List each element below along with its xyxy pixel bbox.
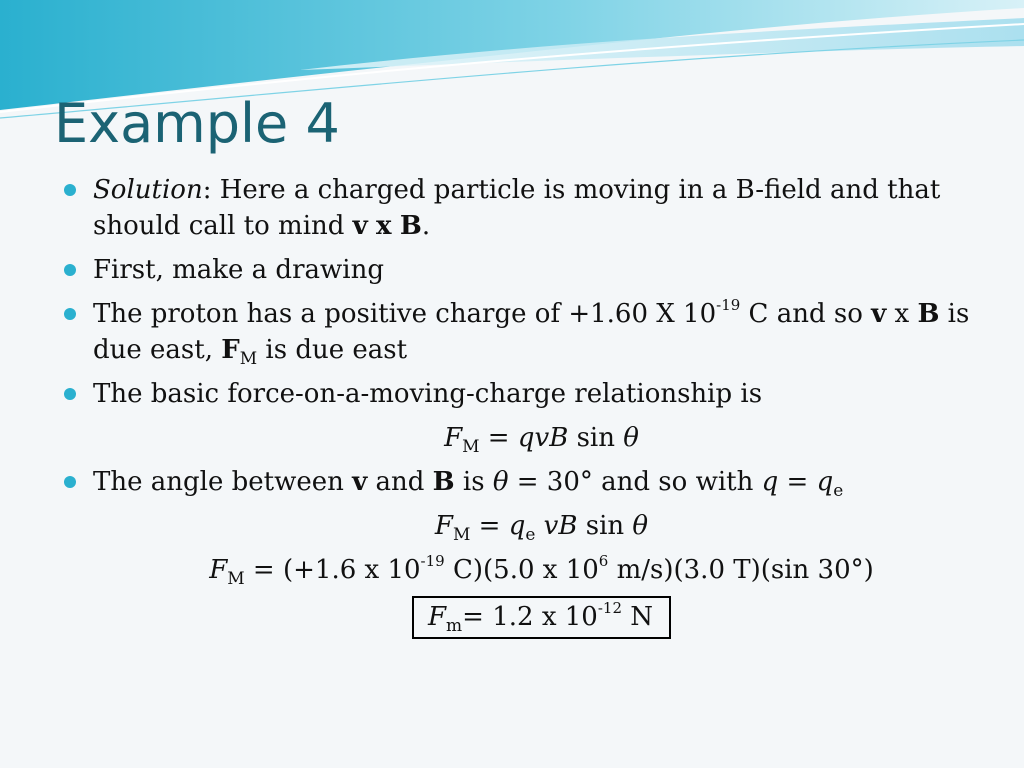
- solution-label: Solution: [93, 175, 203, 205]
- slide-title: Example 4: [54, 92, 340, 155]
- equation-substitution: $F_M = (+1.6$ x $10^{-19}$ C)(5.0 x $10^6$ m/s)(3.0 T)(sin 30°): [209, 552, 874, 589]
- equation-force: $F_M$ = qvB sin θ: [444, 423, 639, 457]
- bullet-drawing: First, make a drawing: [60, 252, 990, 288]
- bullet-dot: [64, 388, 76, 400]
- bullet-dot: [64, 476, 76, 488]
- bullet-proton-charge: The proton has a positive charge of +1.60 X $10^{-19}$ C and so v x B is due east, $F_M$ is due east: [60, 296, 990, 368]
- bullet-dot: [64, 184, 76, 196]
- bullet-dot: [64, 264, 76, 276]
- bullet-relationship: The basic force-on-a-moving-charge relationship is: [60, 376, 990, 412]
- equation-force-qe: $F_M = q_e$ vB sin θ: [434, 511, 649, 545]
- bullet-dot: [64, 308, 76, 320]
- equation-result: [93, 596, 990, 639]
- bullet-solution: Solution: Here a charged particle is moving in a B-field and that should call to mind v x B.: [60, 172, 990, 244]
- slide-content: [60, 172, 990, 647]
- result-box: $F_m= 1.2$ x $10^{-12}$ N: [412, 596, 671, 639]
- bullet-angle: The angle between v and B is θ = 30° and so with $q = q_e$: [60, 464, 990, 500]
